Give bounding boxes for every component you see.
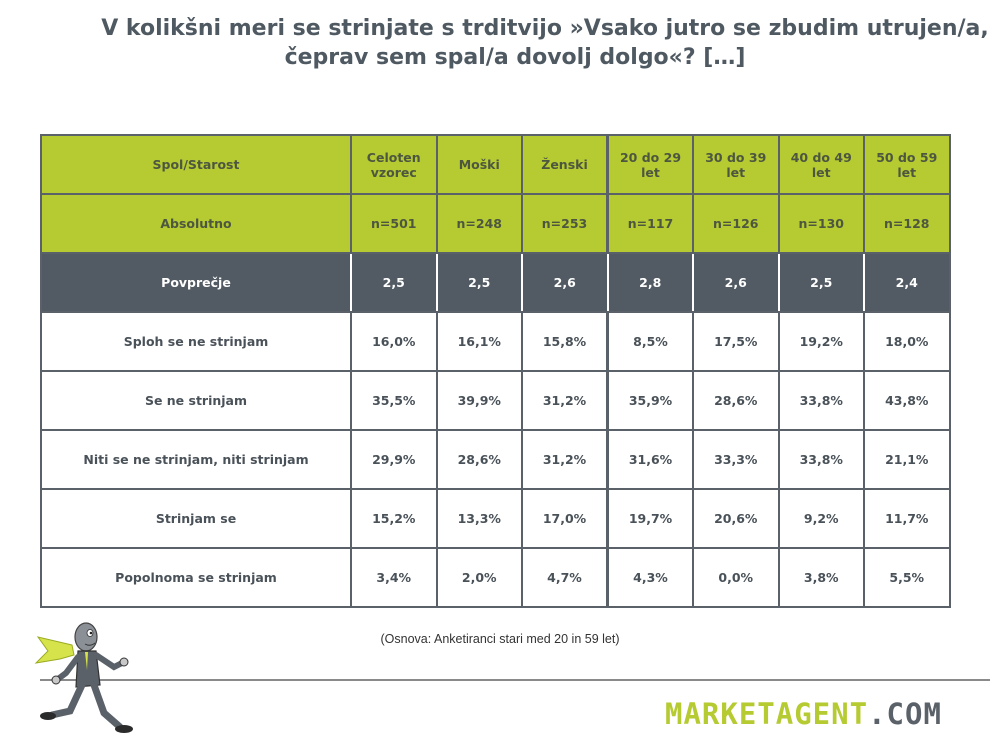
header-label: Spol/Starost <box>41 135 351 194</box>
table-row <box>41 548 950 607</box>
logo-part-1: MARKETAGENT <box>665 697 869 731</box>
cell: 4,7% <box>522 548 608 607</box>
cell: n=117 <box>608 194 694 253</box>
title-line-2: čeprav sem spal/a dovolj dolgo«? […] <box>284 45 746 70</box>
col-header: Ženski <box>522 135 608 194</box>
cell: n=126 <box>693 194 779 253</box>
col-header: 50 do 59 let <box>864 135 950 194</box>
cell: n=248 <box>437 194 523 253</box>
cell: 33,8% <box>779 371 865 430</box>
cell: 19,2% <box>779 312 865 371</box>
cell: 2,6 <box>522 253 608 312</box>
page-title <box>40 14 990 72</box>
cell: 35,9% <box>608 371 694 430</box>
cell: 15,2% <box>351 489 437 548</box>
header-row <box>41 135 950 194</box>
cell: 4,3% <box>608 548 694 607</box>
cell: 33,8% <box>779 430 865 489</box>
table-row <box>41 489 950 548</box>
mascot-icon <box>30 615 140 745</box>
cell: 15,8% <box>522 312 608 371</box>
cell: 5,5% <box>864 548 950 607</box>
cell: 43,8% <box>864 371 950 430</box>
col-header: 30 do 39 let <box>693 135 779 194</box>
cell: 2,5 <box>437 253 523 312</box>
col-header: 20 do 29 let <box>608 135 694 194</box>
cell: 31,6% <box>608 430 694 489</box>
row-label: Absolutno <box>41 194 351 253</box>
cell: 9,2% <box>779 489 865 548</box>
cell: 16,0% <box>351 312 437 371</box>
cell: 2,5 <box>779 253 865 312</box>
table-row <box>41 312 950 371</box>
row-label: Niti se ne strinjam, niti strinjam <box>41 430 351 489</box>
cell: 28,6% <box>693 371 779 430</box>
cell: 31,2% <box>522 430 608 489</box>
cell: 21,1% <box>864 430 950 489</box>
absolute-row <box>41 194 950 253</box>
cell: n=130 <box>779 194 865 253</box>
cell: 16,1% <box>437 312 523 371</box>
cell: 28,6% <box>437 430 523 489</box>
cell: 2,0% <box>437 548 523 607</box>
cell: 20,6% <box>693 489 779 548</box>
cell: 13,3% <box>437 489 523 548</box>
row-label: Popolnoma se strinjam <box>41 548 351 607</box>
cell: 31,2% <box>522 371 608 430</box>
footer-divider <box>40 679 990 681</box>
average-row <box>41 253 950 312</box>
col-header: Celoten vzorec <box>351 135 437 194</box>
cell: 35,5% <box>351 371 437 430</box>
cell: 2,4 <box>864 253 950 312</box>
marketagent-logo <box>665 699 985 729</box>
cell: 2,8 <box>608 253 694 312</box>
cell: 3,8% <box>779 548 865 607</box>
row-label: Strinjam se <box>41 489 351 548</box>
row-label: Se ne strinjam <box>41 371 351 430</box>
row-label: Povprečje <box>41 253 351 312</box>
title-line-1: V kolikšni meri se strinjate s trditvijo »Vsako jutro se zbudim utrujen/a, <box>101 16 989 41</box>
cell: 17,5% <box>693 312 779 371</box>
cell: 3,4% <box>351 548 437 607</box>
cell: 33,3% <box>693 430 779 489</box>
cell: n=253 <box>522 194 608 253</box>
cell: 0,0% <box>693 548 779 607</box>
cell: n=501 <box>351 194 437 253</box>
basis-note: (Osnova: Anketiranci stari med 20 in 59 let) <box>380 632 620 646</box>
cell: n=128 <box>864 194 950 253</box>
cell: 2,5 <box>351 253 437 312</box>
cell: 11,7% <box>864 489 950 548</box>
cell: 39,9% <box>437 371 523 430</box>
cell: 8,5% <box>608 312 694 371</box>
cell: 18,0% <box>864 312 950 371</box>
results-table <box>40 134 951 608</box>
table-row <box>41 430 950 489</box>
col-header: 40 do 49 let <box>779 135 865 194</box>
logo-part-2: .COM <box>868 697 942 731</box>
row-label: Sploh se ne strinjam <box>41 312 351 371</box>
cell: 2,6 <box>693 253 779 312</box>
table-row <box>41 371 950 430</box>
cell: 19,7% <box>608 489 694 548</box>
cell: 29,9% <box>351 430 437 489</box>
cell: 17,0% <box>522 489 608 548</box>
col-header: Moški <box>437 135 523 194</box>
